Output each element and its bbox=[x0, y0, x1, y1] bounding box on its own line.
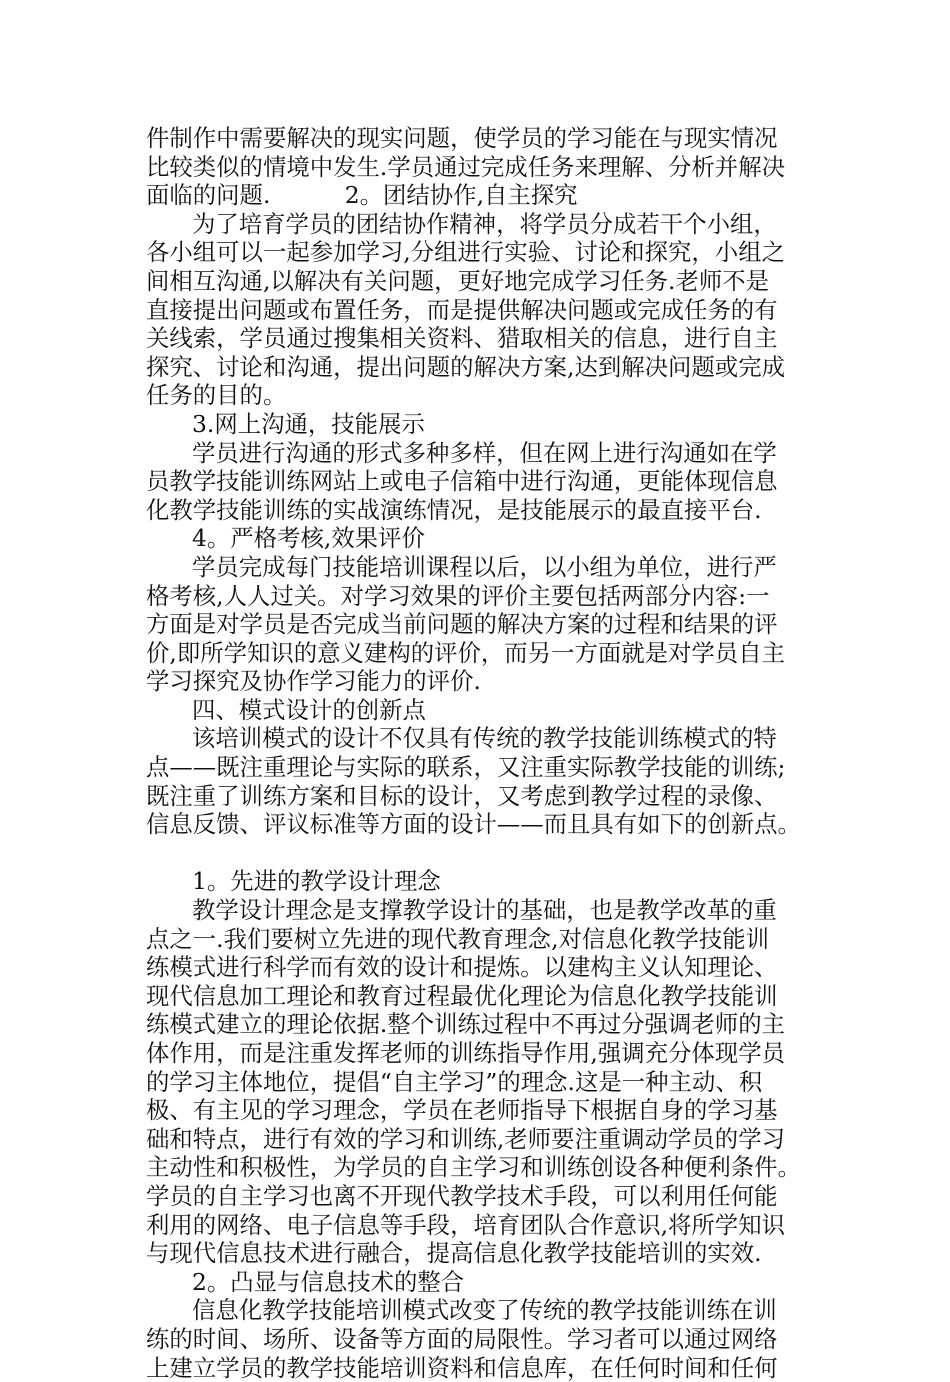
text-line: 格考核,人人过关。对学习效果的评价主要包括两部分内容:一 bbox=[146, 581, 770, 610]
text-line: 体作用，而是注重发挥老师的训练指导作用,强调充分体现学员 bbox=[146, 1039, 785, 1067]
text-line: 关线索，学员通过搜集相关资料、猎取相关的信息，进行自主 bbox=[146, 324, 778, 353]
text-line: 面临的问题. 2。团结协作,自主探究 bbox=[146, 181, 578, 210]
text-line: 练模式建立的理论依据.整个训练过程中不再过分强调老师的主 bbox=[146, 1010, 785, 1039]
text-line: 任务的目的。 bbox=[146, 381, 287, 410]
text-line: 上建立学员的教学技能培训资料和信息库，在任何时间和任何 bbox=[146, 1353, 778, 1382]
text-line: 为了培育学员的团结协作精神，将学员分成若干个小组， bbox=[192, 209, 777, 238]
text-line: 化教学技能训练的实战演练情况，是技能展示的最直接平台. bbox=[146, 495, 762, 524]
text-line: 四、模式设计的创新点 bbox=[192, 695, 426, 724]
text-line: 练模式进行科学而有效的设计和提炼。以建构主义认知理论、 bbox=[146, 953, 778, 982]
text-line: 极、有主见的学习理念，学员在老师指导下根据自身的学习基 bbox=[146, 1096, 778, 1125]
text-line: 点之一.我们要树立先进的现代教育理念,对信息化教学技能训 bbox=[146, 924, 770, 953]
text-line: 练的时间、场所、设备等方面的局限性。学习者可以通过网络 bbox=[146, 1324, 778, 1353]
text-line: 学员进行沟通的形式多种多样，但在网上进行沟通如在学 bbox=[192, 438, 777, 467]
text-line: 直接提出问题或布置任务，而是提供解决问题或完成任务的有 bbox=[146, 295, 778, 324]
text-line: 方面是对学员是否完成当前问题的解决方案的过程和结果的评 bbox=[146, 610, 778, 639]
text-line: 4。严格考核,效果评价 bbox=[192, 524, 425, 553]
text-line: 2。凸显与信息技术的整合 bbox=[192, 1267, 465, 1296]
text-line: 学员的自主学习也离不开现代教学技术手段，可以利用任何能 bbox=[146, 1181, 778, 1210]
document-body bbox=[146, 124, 806, 1382]
text-line: 点——既注重理论与实际的联系，又注重实际教学技能的训练; bbox=[146, 753, 786, 782]
text-line: 比较类似的情境中发生.学员通过完成任务来理解、分析并解决 bbox=[146, 152, 785, 181]
text-line: 与现代信息技术进行融合，提高信息化教学技能培训的实效. bbox=[146, 1239, 762, 1268]
text-line: 础和特点，进行有效的学习和训练,老师要注重调动学员的学习 bbox=[146, 1124, 785, 1153]
text-line: 主动性和积极性，为学员的自主学习和训练创设各种便利条件。 bbox=[146, 1153, 801, 1182]
text-line: 价,即所学知识的意义建构的评价，而另一方面就是对学员自主 bbox=[146, 638, 785, 667]
text-line: 教学设计理念是支撑教学设计的基础，也是教学改革的重 bbox=[192, 896, 777, 925]
text-line: 间相互沟通,以解决有关问题，更好地完成学习任务.老师不是 bbox=[146, 266, 770, 295]
text-line: 信息反馈、评议标准等方面的设计——而且具有如下的创新点。 bbox=[146, 810, 801, 839]
text-line: 3.网上沟通，技能展示 bbox=[192, 409, 425, 438]
text-line: 的学习主体地位，提倡“自主学习”的理念.这是一种主动、积 bbox=[146, 1067, 763, 1096]
text-line: 学员完成每门技能培训课程以后，以小组为单位，进行严 bbox=[192, 552, 777, 581]
text-line: 员教学技能训练网站上或电子信箱中进行沟通，更能体现信息 bbox=[146, 467, 778, 496]
text-line: 利用的网络、电子信息等手段，培育团队合作意识,将所学知识 bbox=[146, 1210, 785, 1239]
text-line: 探究、讨论和沟通，提出问题的解决方案,达到解决问题或完成 bbox=[146, 352, 785, 381]
text-line: 既注重了训练方案和目标的设计，又考虑到教学过程的录像、 bbox=[146, 781, 778, 810]
text-line: 信息化教学技能培训模式改变了传统的教学技能训练在训 bbox=[192, 1296, 777, 1325]
text-line: 学习探究及协作学习能力的评价. bbox=[146, 667, 481, 696]
text-line: 现代信息加工理论和教育过程最优化理论为信息化教学技能训 bbox=[146, 981, 778, 1010]
text-line: 件制作中需要解决的现实问题，使学员的学习能在与现实情况 bbox=[146, 124, 778, 152]
text-line: 该培训模式的设计不仅具有传统的教学技能训练模式的特 bbox=[192, 724, 777, 753]
text-line: 1。先进的教学设计理念 bbox=[192, 867, 441, 896]
text-line bbox=[146, 839, 806, 868]
text-line: 各小组可以一起参加学习,分组进行实验、讨论和探究，小组之 bbox=[146, 238, 785, 267]
